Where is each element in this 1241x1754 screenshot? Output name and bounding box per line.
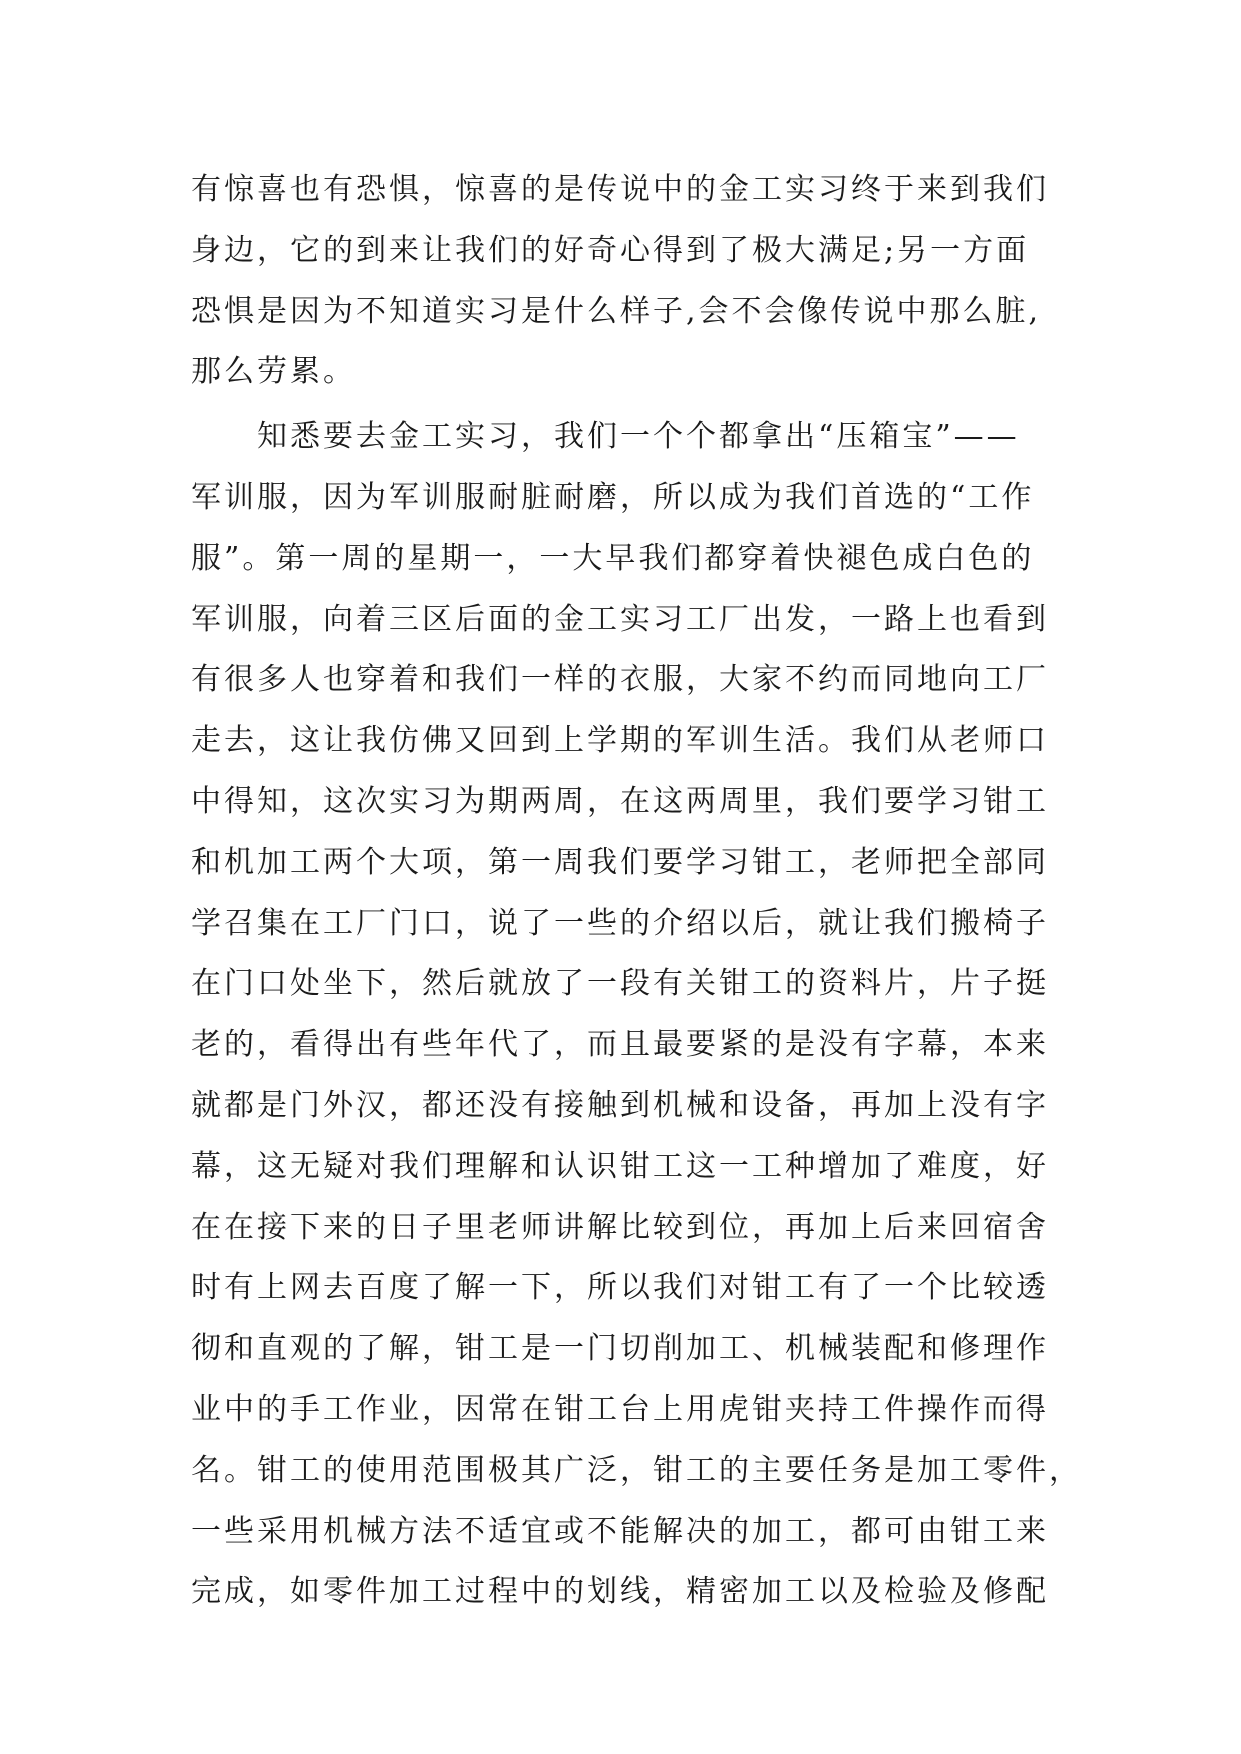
text-line: 时有上网去百度了解一下，所以我们对钳工有了一个比较透	[191, 1270, 1049, 1306]
text-line: 业中的手工作业，因常在钳工台上用虎钳夹持工件操作而得	[191, 1391, 1049, 1427]
text-line: 彻和直观的了解，钳工是一门切削加工、机械装配和修理作	[191, 1331, 1049, 1367]
text-line: 军训服，因为军训服耐脏耐磨，所以成为我们首选的“工作	[191, 479, 1035, 515]
text-line: 和机加工两个大项，第一周我们要学习钳工，老师把全部同	[191, 844, 1049, 880]
text-line: 在在接下来的日子里老师讲解比较到位，再加上后来回宿舍	[191, 1209, 1049, 1245]
text-line: 走去，这让我仿佛又回到上学期的军训生活。我们从老师口	[191, 723, 1049, 759]
text-line: 身边，它的到来让我们的好奇心得到了极大满足;另一方面	[191, 232, 1030, 268]
text-line: 完成，如零件加工过程中的划线，精密加工以及检验及修配	[191, 1574, 1049, 1610]
text-line: 一些采用机械方法不适宜或不能解决的加工，都可由钳工来	[191, 1513, 1049, 1549]
text-line: 幕，这无疑对我们理解和认识钳工这一工种增加了难度，好	[191, 1148, 1049, 1184]
text-line: 就都是门外汉，都还没有接触到机械和设备，再加上没有字	[191, 1087, 1049, 1123]
text-line: 有很多人也穿着和我们一样的衣服，大家不约而同地向工厂	[191, 662, 1049, 698]
text-line: 名。钳工的使用范围极其广泛，钳工的主要任务是加工零件，	[191, 1452, 1082, 1488]
text-line: 中得知，这次实习为期两周，在这两周里，我们要学习钳工	[191, 783, 1049, 819]
text-line: 老的，看得出有些年代了，而且最要紧的是没有字幕，本来	[191, 1027, 1049, 1063]
text-line: 恐惧是因为不知道实习是什么样子,会不会像传说中那么脏,	[191, 293, 1042, 329]
text-line: 那么劳累。	[191, 354, 356, 390]
text-line: 在门口处坐下，然后就放了一段有关钳工的资料片，片子挺	[191, 966, 1049, 1002]
paragraph-1	[191, 160, 1091, 403]
body-text	[191, 160, 1091, 1623]
text-line: 学召集在工厂门口，说了一些的介绍以后，就让我们搬椅子	[191, 905, 1049, 941]
text-line: 知悉要去金工实习，我们一个个都拿出“压箱宝”——	[191, 419, 1020, 455]
paragraph-2	[191, 407, 1091, 1623]
text-line: 有惊喜也有恐惧，惊喜的是传说中的金工实习终于来到我们	[191, 172, 1049, 207]
text-line: 军训服，向着三区后面的金工实习工厂出发，一路上也看到	[191, 601, 1049, 637]
text-line: 服”。第一周的星期一，一大早我们都穿着快褪色成白色的	[191, 540, 1035, 576]
